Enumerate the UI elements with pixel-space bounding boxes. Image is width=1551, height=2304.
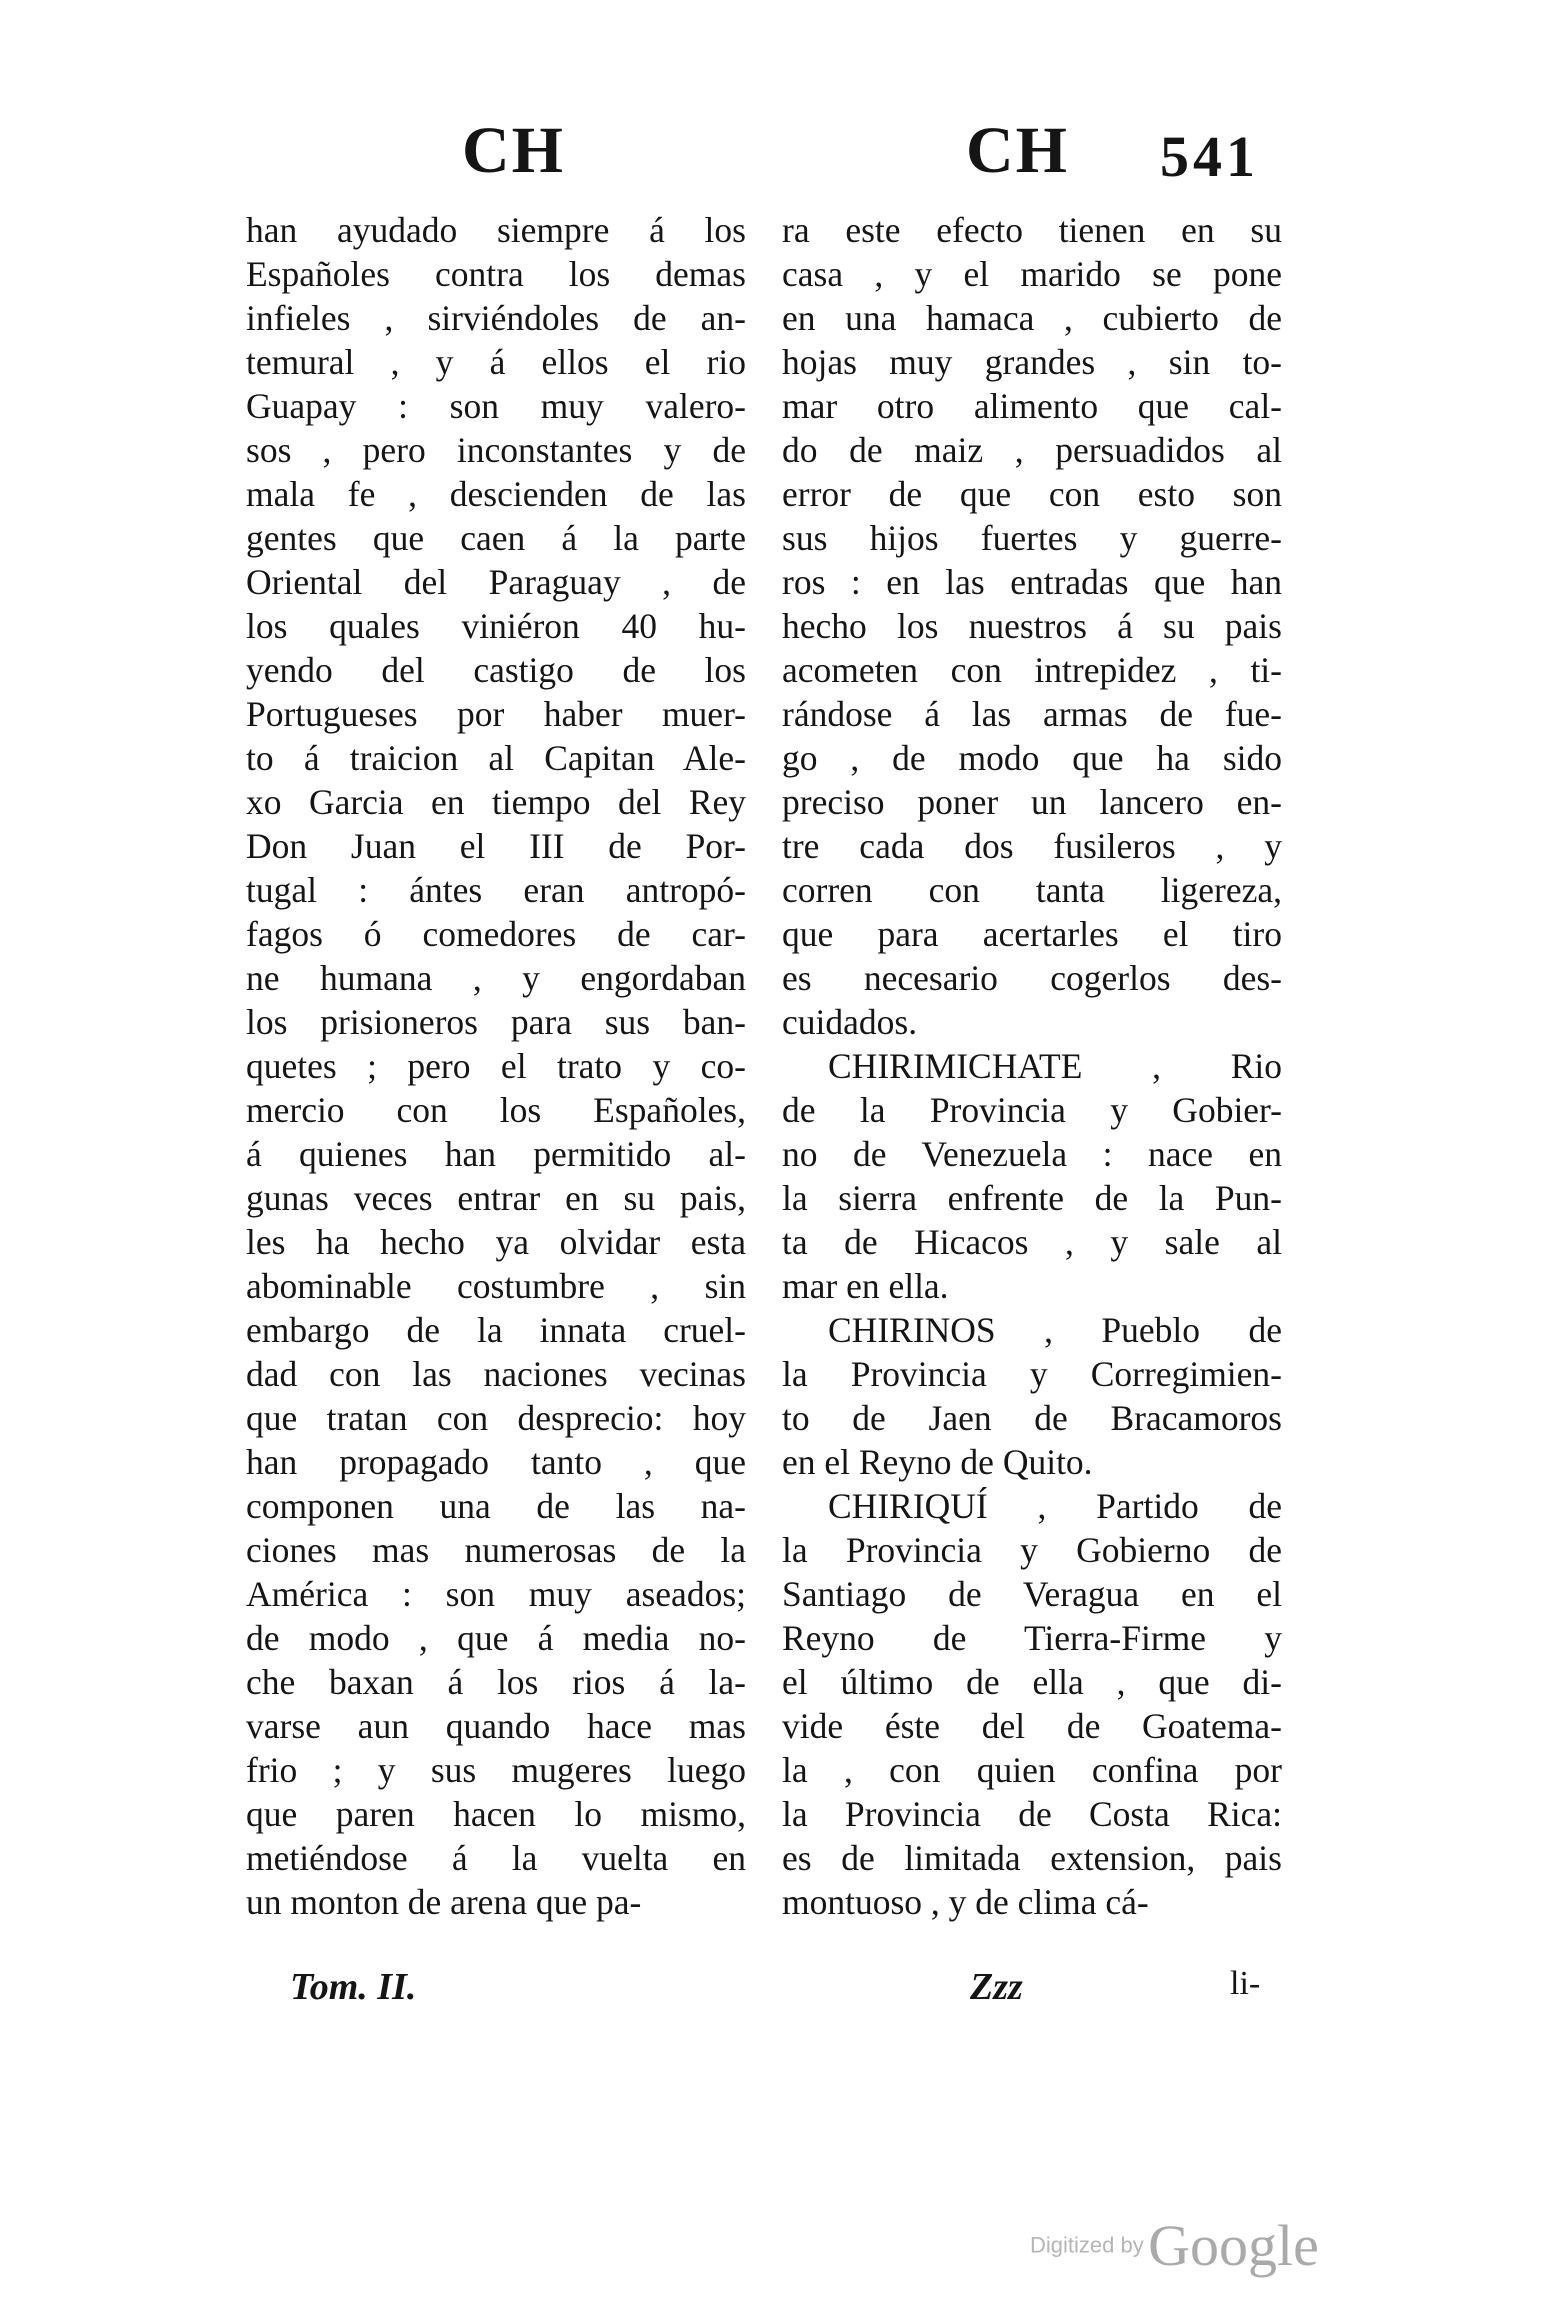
text-line: preciso poner un lancero en- [782,782,1282,822]
text-line: Santiago de Veragua en el [782,1574,1282,1614]
text-line: ciones mas numerosas de la [246,1530,746,1570]
text-line: Portugueses por haber muer- [246,694,746,734]
text-line: vide éste del de Goatema- [782,1706,1282,1746]
text-line: hecho los nuestros á su pais [782,606,1282,646]
text-line: sus hijos fuertes y guerre- [782,518,1282,558]
text-line: han propagado tanto , que [246,1442,746,1482]
text-line: infieles , sirviéndoles de an- [246,298,746,338]
text-line: Guapay : son muy valero- [246,386,746,426]
text-line: xo Garcia en tiempo del Rey [246,782,746,822]
text-line: CHIRIMICHATE , Rio [828,1046,1282,1086]
text-line: que tratan con desprecio: hoy [246,1398,746,1438]
gathering-mark: Zzz [970,1966,1023,2008]
text-line: to á traicion al Capitan Ale- [246,738,746,778]
signature-mark: Tom. II. [290,1966,417,2008]
text-line: Reyno de Tierra-Firme y [782,1618,1282,1658]
text-line: en el Reyno de Quito. [782,1442,1093,1482]
text-line: Don Juan el III de Por- [246,826,746,866]
running-head-left: CH [462,114,565,187]
text-line: CHIRINOS , Pueblo de [828,1310,1282,1350]
text-line: han ayudado siempre á los [246,210,746,250]
text-line: metiéndose á la vuelta en [246,1838,746,1878]
text-line: los prisioneros para sus ban- [246,1002,746,1042]
text-line: un monton de arena que pa- [246,1882,642,1922]
text-line: la , con quien confina por [782,1750,1282,1790]
text-line: Españoles contra los demas [246,254,746,294]
text-line: corren con tanta ligereza, [782,870,1282,910]
text-line: á quienes han permitido al- [246,1134,746,1174]
digitized-watermark [1030,2212,1319,2279]
text-line: hojas muy grandes , sin to- [782,342,1282,382]
text-line: mar en ella. [782,1266,949,1306]
text-line: do de maiz , persuadidos al [782,430,1282,470]
text-column-left [246,208,746,1924]
text-line: go , de modo que ha sido [782,738,1282,778]
text-line: to de Jaen de Bracamoros [782,1398,1282,1438]
text-line: mercio con los Españoles, [246,1090,746,1130]
text-line: varse aun quando hace mas [246,1706,746,1746]
text-line: que para acertarles el tiro [782,914,1282,954]
text-line: CHIRIQUÍ , Partido de [828,1486,1282,1526]
google-logo: Google [1148,2213,1319,2278]
text-line: gunas veces entrar en su pais, [246,1178,746,1218]
text-line: de la Provincia y Gobier- [782,1090,1282,1130]
text-line: quetes ; pero el trato y co- [246,1046,746,1086]
text-line: fagos ó comedores de car- [246,914,746,954]
text-line: de modo , que á media no- [246,1618,746,1658]
text-line: acometen con intrepidez , ti- [782,650,1282,690]
text-line: mar otro alimento que cal- [782,386,1282,426]
text-line: los quales viniéron 40 hu- [246,606,746,646]
text-line: ros : en las entradas que han [782,562,1282,602]
text-line: mala fe , descienden de las [246,474,746,514]
page-number: 541 [1160,124,1259,189]
text-line: tre cada dos fusileros , y [782,826,1282,866]
watermark-prefix: Digitized by [1030,2232,1144,2258]
text-line: che baxan á los rios á la- [246,1662,746,1702]
text-line: embargo de la innata cruel- [246,1310,746,1350]
text-line: no de Venezuela : nace en [782,1134,1282,1174]
text-line: tugal : ántes eran antropó- [246,870,746,910]
text-line: la Provincia y Gobierno de [782,1530,1282,1570]
text-line: montuoso , y de clima cá- [782,1882,1149,1922]
text-line: gentes que caen á la parte [246,518,746,558]
text-line: el último de ella , que di- [782,1662,1282,1702]
text-line: en una hamaca , cubierto de [782,298,1282,338]
text-line: les ha hecho ya olvidar esta [246,1222,746,1262]
text-line: frio ; y sus mugeres luego [246,1750,746,1790]
text-line: rándose á las armas de fue- [782,694,1282,734]
text-line: error de que con esto son [782,474,1282,514]
text-line: la sierra enfrente de la Pun- [782,1178,1282,1218]
catchword: li- [1230,1965,1261,2002]
text-line: la Provincia y Corregimien- [782,1354,1282,1394]
text-line: abominable costumbre , sin [246,1266,746,1306]
text-line: la Provincia de Costa Rica: [782,1794,1282,1834]
text-line: es necesario cogerlos des- [782,958,1282,998]
text-line: América : son muy aseados; [246,1574,746,1614]
text-line: ta de Hicacos , y sale al [782,1222,1282,1262]
text-line: dad con las naciones vecinas [246,1354,746,1394]
text-line: ne humana , y engordaban [246,958,746,998]
text-line: temural , y á ellos el rio [246,342,746,382]
text-column-right [782,208,1282,1924]
text-line: componen una de las na- [246,1486,746,1526]
text-line: que paren hacen lo mismo, [246,1794,746,1834]
text-line: casa , y el marido se pone [782,254,1282,294]
text-line: es de limitada extension, pais [782,1838,1282,1878]
text-line: sos , pero inconstantes y de [246,430,746,470]
running-head-right: CH [966,114,1069,187]
text-line: Oriental del Paraguay , de [246,562,746,602]
text-line: cuidados. [782,1002,918,1042]
text-line: yendo del castigo de los [246,650,746,690]
text-line: ra este efecto tienen en su [782,210,1282,250]
